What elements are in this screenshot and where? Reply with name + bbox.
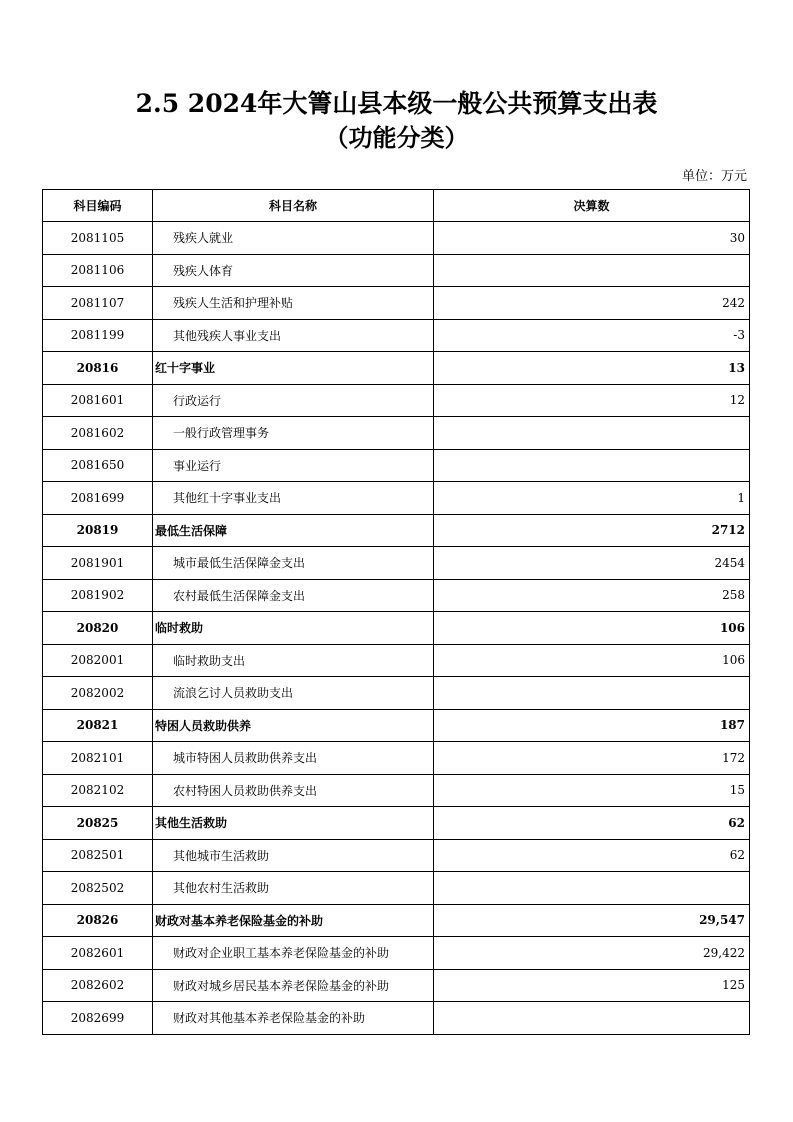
name-cell: 行政运行 (153, 384, 434, 417)
code-cell: 2081699 (43, 482, 153, 515)
value-cell (434, 677, 750, 710)
value-cell: 12 (434, 384, 750, 417)
value-cell: 187 (434, 709, 750, 742)
value-cell: 172 (434, 742, 750, 775)
table-header-row (43, 190, 750, 222)
name-cell: 残疾人体育 (153, 254, 434, 287)
value-cell: 15 (434, 774, 750, 807)
table-row (43, 449, 750, 482)
table-row (43, 222, 750, 255)
code-cell: 20816 (43, 352, 153, 385)
table-row (43, 482, 750, 515)
table-row (43, 774, 750, 807)
table-row (43, 514, 750, 547)
code-cell: 2082101 (43, 742, 153, 775)
code-cell: 2082601 (43, 937, 153, 970)
code-cell: 20820 (43, 612, 153, 645)
unit-label: 单位：万元 (681, 169, 747, 184)
table-row (43, 579, 750, 612)
name-cell: 城市特困人员救助供养支出 (153, 742, 434, 775)
value-cell: 125 (434, 969, 750, 1002)
value-cell: 242 (434, 287, 750, 320)
code-cell: 2081901 (43, 547, 153, 580)
code-cell: 2081602 (43, 417, 153, 450)
table-row (43, 352, 750, 385)
value-cell: 29,422 (434, 937, 750, 970)
value-cell (434, 417, 750, 450)
name-cell: 其他农村生活救助 (153, 872, 434, 905)
table-row (43, 937, 750, 970)
value-cell (434, 449, 750, 482)
table-row (43, 969, 750, 1002)
table-row (43, 384, 750, 417)
code-cell: 2081105 (43, 222, 153, 255)
table-row (43, 547, 750, 580)
table-row (43, 319, 750, 352)
value-cell (434, 254, 750, 287)
name-cell: 临时救助 (153, 612, 434, 645)
code-cell: 2082699 (43, 1002, 153, 1035)
table-row (43, 644, 750, 677)
value-cell: 2454 (434, 547, 750, 580)
code-cell: 20826 (43, 904, 153, 937)
name-cell: 残疾人生活和护理补贴 (153, 287, 434, 320)
name-cell: 临时救助支出 (153, 644, 434, 677)
name-cell: 特困人员救助供养 (153, 709, 434, 742)
header-name: 科目名称 (153, 190, 434, 222)
value-cell: 106 (434, 612, 750, 645)
name-cell: 一般行政管理事务 (153, 417, 434, 450)
table-row (43, 677, 750, 710)
table-row (43, 417, 750, 450)
code-cell: 2081902 (43, 579, 153, 612)
table-row (43, 254, 750, 287)
code-cell: 2082501 (43, 839, 153, 872)
code-cell: 2082602 (43, 969, 153, 1002)
value-cell: -3 (434, 319, 750, 352)
table-row (43, 839, 750, 872)
code-cell: 2082102 (43, 774, 153, 807)
value-cell (434, 872, 750, 905)
code-cell: 2082002 (43, 677, 153, 710)
name-cell: 农村特困人员救助供养支出 (153, 774, 434, 807)
value-cell: 2712 (434, 514, 750, 547)
value-cell: 62 (434, 807, 750, 840)
code-cell: 20825 (43, 807, 153, 840)
table-row (43, 709, 750, 742)
table-row (43, 872, 750, 905)
name-cell: 财政对城乡居民基本养老保险基金的补助 (153, 969, 434, 1002)
name-cell: 其他生活救助 (153, 807, 434, 840)
name-cell: 最低生活保障 (153, 514, 434, 547)
value-cell: 13 (434, 352, 750, 385)
value-cell: 106 (434, 644, 750, 677)
name-cell: 残疾人就业 (153, 222, 434, 255)
name-cell: 财政对企业职工基本养老保险基金的补助 (153, 937, 434, 970)
value-cell: 29,547 (434, 904, 750, 937)
name-cell: 事业运行 (153, 449, 434, 482)
header-value: 决算数 (434, 190, 750, 222)
header-code: 科目编码 (43, 190, 153, 222)
name-cell: 农村最低生活保障金支出 (153, 579, 434, 612)
budget-table (42, 189, 750, 1035)
value-cell: 258 (434, 579, 750, 612)
name-cell: 其他城市生活救助 (153, 839, 434, 872)
code-cell: 20821 (43, 709, 153, 742)
code-cell: 2081650 (43, 449, 153, 482)
code-cell: 2082001 (43, 644, 153, 677)
table-row (43, 807, 750, 840)
name-cell: 财政对其他基本养老保险基金的补助 (153, 1002, 434, 1035)
value-cell: 62 (434, 839, 750, 872)
code-cell: 2081106 (43, 254, 153, 287)
table-row (43, 904, 750, 937)
table-body (43, 222, 750, 1035)
name-cell: 财政对基本养老保险基金的补助 (153, 904, 434, 937)
name-cell: 其他红十字事业支出 (153, 482, 434, 515)
name-cell: 红十字事业 (153, 352, 434, 385)
table-row (43, 287, 750, 320)
value-cell (434, 1002, 750, 1035)
name-cell: 流浪乞讨人员救助支出 (153, 677, 434, 710)
code-cell: 2082502 (43, 872, 153, 905)
table-row (43, 1002, 750, 1035)
page-subtitle: （功能分类） (324, 123, 469, 152)
name-cell: 城市最低生活保障金支出 (153, 547, 434, 580)
code-cell: 2081199 (43, 319, 153, 352)
name-cell: 其他残疾人事业支出 (153, 319, 434, 352)
code-cell: 2081107 (43, 287, 153, 320)
value-cell: 30 (434, 222, 750, 255)
table-row (43, 612, 750, 645)
value-cell: 1 (434, 482, 750, 515)
table-row (43, 742, 750, 775)
code-cell: 2081601 (43, 384, 153, 417)
code-cell: 20819 (43, 514, 153, 547)
page-title: 2.5 2024年大箐山县本级一般公共预算支出表 (135, 89, 658, 118)
